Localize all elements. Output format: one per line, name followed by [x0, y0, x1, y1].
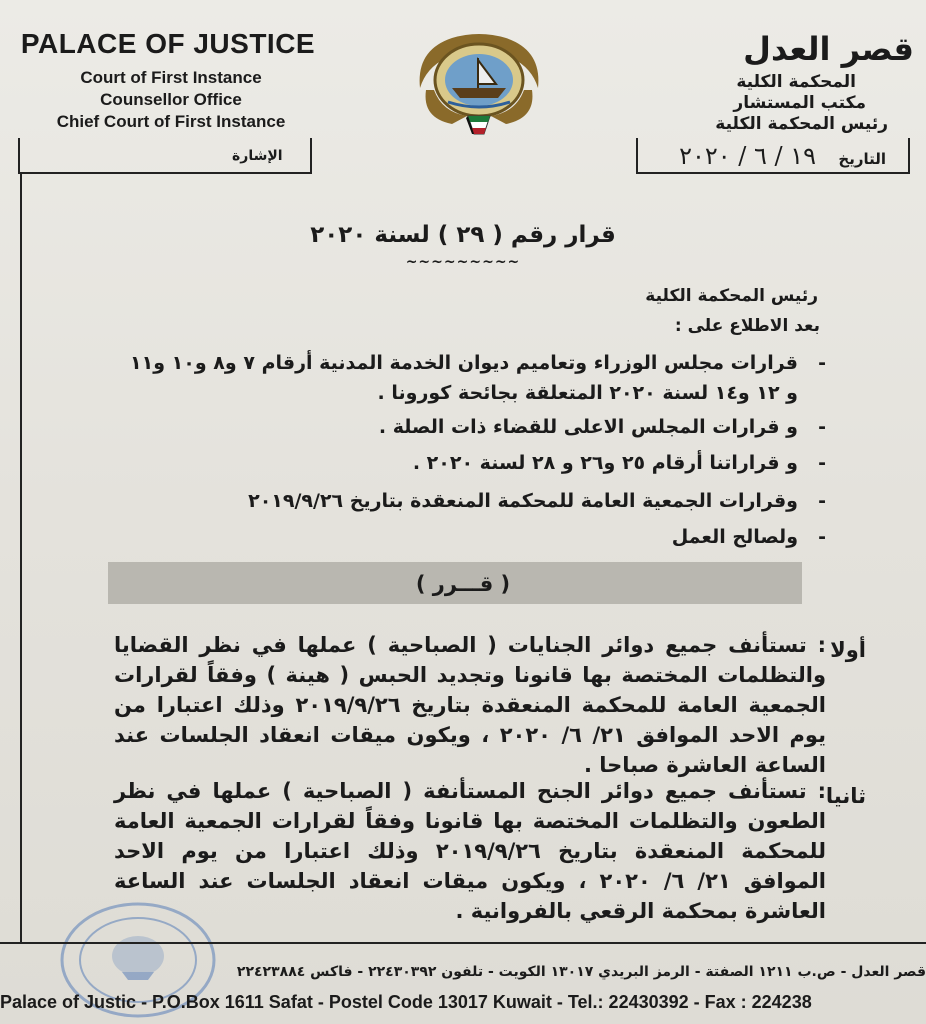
first-paragraph: : تستأنف جميع دوائر الجنايات ( الصباحية ) عملها في نظر القضايا والتظلمات المختصة بها قانونا وتجديد الحبس ( هينة ) وفقاً لقرارات الجمعية العامة للمحكمة المنعقدة بتاريخ ٢٠١٩/٩/٢٦ وذلك اعتبارا من يوم الاحد الموافق ٢١/ ٦/ ٢٠٢٠ ، ويكون ميقات انعقاد الجلسات عند الساعة العاشرة صباحا .: [114, 633, 827, 777]
header-ar-line3: رئيس المحكمة الكلية: [715, 114, 888, 134]
header-en-line1: Court of First Instance: [80, 68, 262, 87]
decision-title: قرار رقم ( ٢٩ ) لسنة ٢٠٢٠: [310, 222, 616, 248]
kuwait-emblem-icon: [412, 28, 546, 140]
list-item: [118, 412, 826, 442]
bullet-dash: -: [818, 416, 826, 438]
second-label: ثانيا: [825, 784, 866, 808]
list-item: [118, 448, 826, 478]
second-paragraph: : تستأنف جميع دوائر الجنح المستأنفة ( الصباحية ) عملها في نظر الطعون والتظلمات المختصة بها قانونا وفقاً لقرارات الجمعية العامة للمحكمة المنعقدة بتاريخ ٢٠١٩/٩/٢٦ وذلك اعتبارا من يوم الاحد الموافق ٢١/ ٦/ ٢٠٢٠ ، ويكون ميقات انعقاد الجلسات عند الساعة العاشرة بمحكمة الرقعي بالفروانية .: [114, 779, 826, 923]
bullet-dash: -: [818, 526, 826, 548]
header-en-line3: Chief Court of First Instance: [56, 112, 286, 131]
bullet-dash: -: [818, 490, 826, 512]
list-item-text: قرارات مجلس الوزراء وتعاميم ديوان الخدمة المدنية أرقام ٧ و٨ و١٠ و١١ و ١٢ و١٤ لسنة ٢٠٢٠ المتعلقة بجائحة كورونا .: [130, 352, 798, 404]
reference-label: الإشارة: [232, 148, 283, 164]
list-item-text: و قراراتنا أرقام ٢٥ و٢٦ و ٢٨ لسنة ٢٠٢٠ .: [412, 452, 798, 474]
first-label: أولا: [830, 638, 866, 662]
header-ar-line2: مكتب المستشار: [733, 93, 866, 113]
date-value: ١٩ / ٦ / ٢٠٢٠: [679, 142, 816, 170]
after-review: بعد الاطلاع على :: [674, 316, 820, 336]
list-item: [118, 522, 826, 552]
issuer: رئيس المحكمة الكلية: [645, 286, 818, 306]
bullet-dash: -: [818, 352, 826, 374]
header-ar-line1: المحكمة الكلية: [736, 72, 856, 92]
list-item: [118, 486, 826, 516]
footer-english: Palace of Justic - P.O.Box 1611 Safat - Postel Code 13017 Kuwait - Tel.: 22430392 - Fax : 224238: [0, 992, 812, 1012]
header-en-title: PALACE OF JUSTICE: [20, 28, 316, 59]
bullet-dash: -: [818, 452, 826, 474]
date-label: التاريخ: [838, 150, 886, 168]
list-item-text: و قرارات المجلس الاعلى للقضاء ذات الصلة .: [378, 416, 798, 438]
decision-heading: ( قـــرر ): [415, 572, 511, 596]
margin-rule: [20, 172, 22, 942]
header-en-line2: Counsellor Office: [100, 90, 242, 109]
header-ar-title: قصر العدل: [743, 30, 914, 68]
list-item-text: وقرارات الجمعية العامة للمحكمة المنعقدة بتاريخ ٢٠١٩/٩/٢٦: [248, 490, 798, 512]
footer-rule: [0, 942, 926, 944]
title-underline: ~~~~~~~~~: [405, 254, 521, 270]
footer-arabic: قصر العدل - ص.ب ١٢١١ الصفتة - الرمز البريدي ١٣٠١٧ الكويت - تلفون ٢٢٤٣٠٣٩٢ - فاكس ٢٢٤٢٣٨٨٤: [236, 964, 926, 980]
list-item: [118, 348, 826, 408]
list-item-text: ولصالح العمل: [671, 526, 798, 548]
